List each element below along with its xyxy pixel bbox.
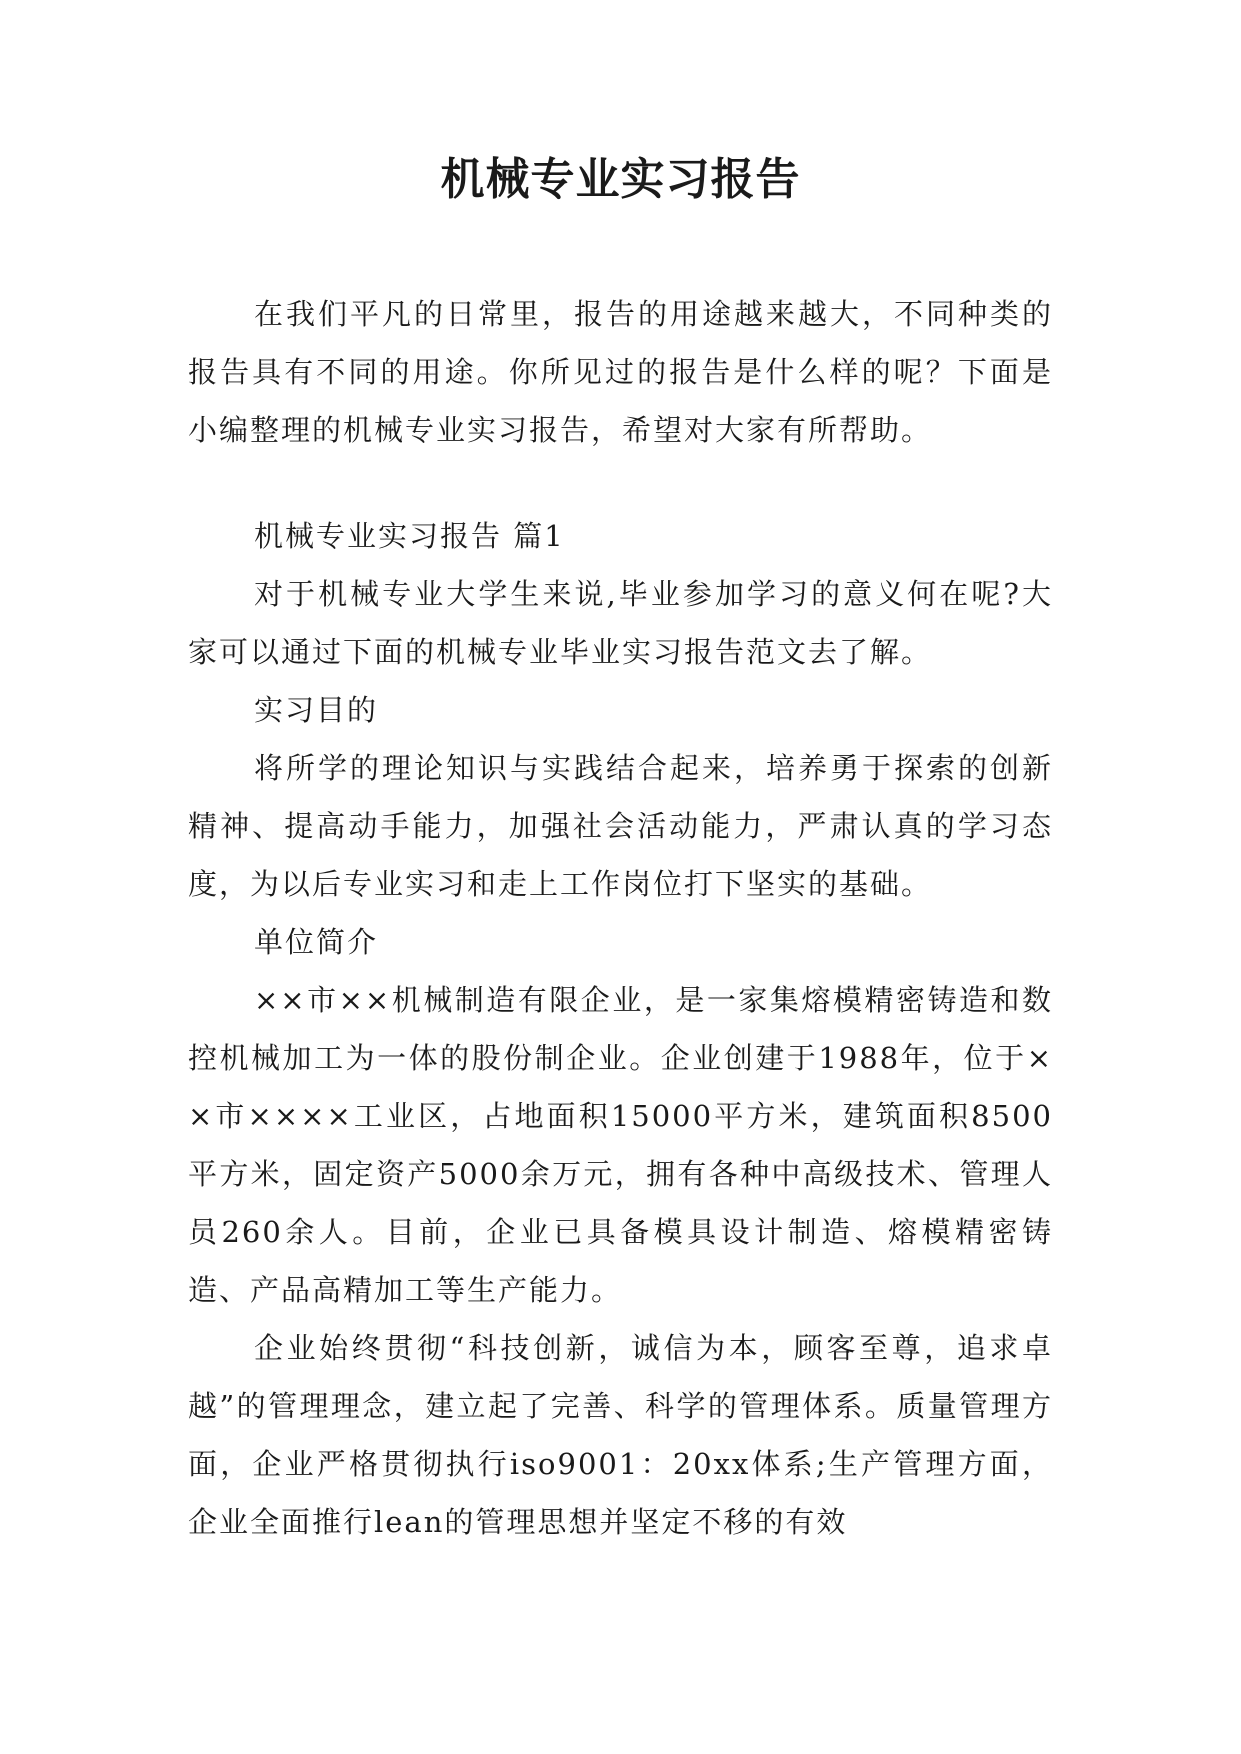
paragraph: 对于机械专业大学生来说,毕业参加学习的意义何在呢?大家可以通过下面的机械专业毕业实习报告范文去了解。: [188, 577, 1053, 669]
paragraph: 将所学的理论知识与实践结合起来，培养勇于探索的创新精神、提高动手能力，加强社会活动能力，严肃认真的学习态度，为以后专业实习和走上工作岗位打下坚实的基础。: [188, 751, 1053, 901]
section-heading: 机械专业实习报告 篇1: [254, 519, 565, 553]
document-body: [188, 285, 1053, 1551]
spacer: [188, 459, 1053, 507]
paragraph: ××市××机械制造有限企业，是一家集熔模精密铸造和数控机械加工为一体的股份制企业。企业创建于1988年，位于××市××××工业区，占地面积15000平方米，建筑面积8500平方米，固定资产5000余万元，拥有各种中高级技术、管理人员260余人。目前，企业已具备模具设计制造、熔模精密铸造、产品高精加工等生产能力。: [188, 983, 1053, 1307]
subheading-company: 单位简介: [254, 925, 379, 959]
document-title: 机械专业实习报告: [440, 154, 801, 205]
subheading-purpose: 实习目的: [254, 693, 379, 727]
paragraph: 企业始终贯彻“科技创新，诚信为本，顾客至尊，追求卓越”的管理理念，建立起了完善、科学的管理体系。质量管理方面，企业严格贯彻执行iso9001：20xx体系;生产管理方面，企业全面推行lean的管理思想并坚定不移的有效: [188, 1331, 1053, 1539]
intro-paragraph: 在我们平凡的日常里，报告的用途越来越大，不同种类的报告具有不同的用途。你所见过的报告是什么样的呢？下面是小编整理的机械专业实习报告，希望对大家有所帮助。: [188, 297, 1053, 447]
